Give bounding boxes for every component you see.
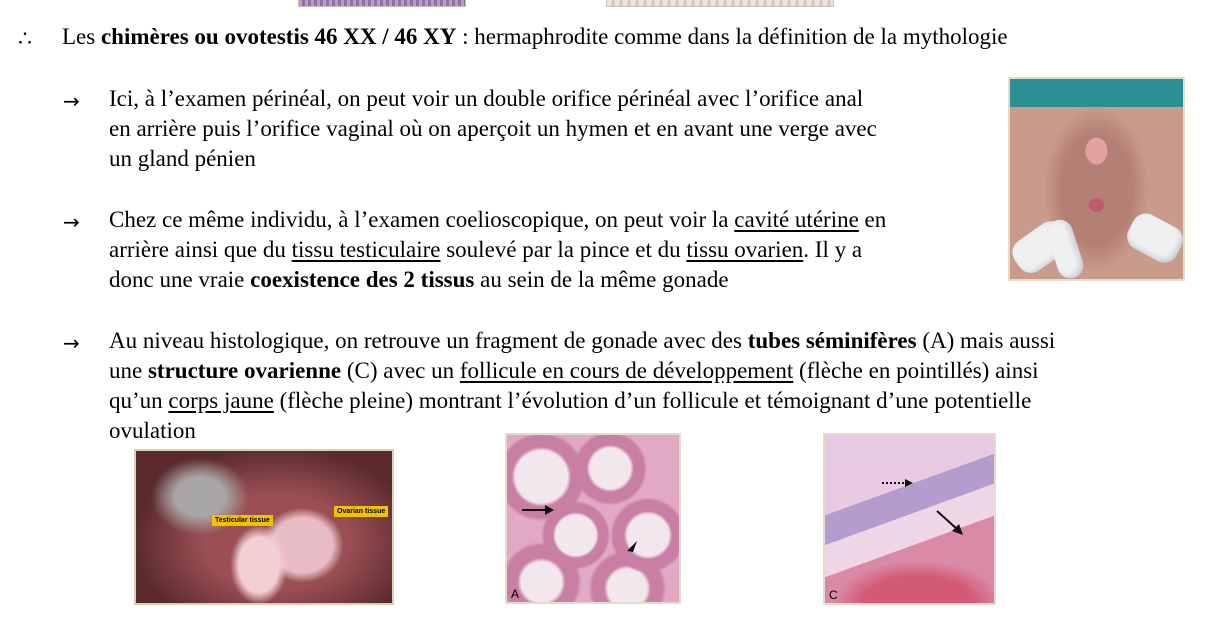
top-image-strip-left xyxy=(298,0,466,7)
arrowhead-icon xyxy=(625,539,639,553)
laparoscopy-photo xyxy=(134,449,394,605)
solid-arrow-icon xyxy=(935,509,965,537)
top-image-strip-right xyxy=(606,0,834,7)
panel-letter-a: A xyxy=(511,587,520,601)
panel-letter-c: C xyxy=(829,588,838,602)
histology-image-a xyxy=(505,433,681,604)
intro-line: Les chimères ou ovotestis 46 XX / 46 XY : hermaphrodite comme dans la définition de la mythologie xyxy=(62,24,1008,49)
dotted-arrow-icon xyxy=(881,477,915,489)
perineal-exam-photo xyxy=(1008,77,1185,281)
paragraph-perineal-exam: Ici, à l’examen périnéal, on peut voir un double orifice périnéal avec l’orifice anal en arrière puis l’orifice vaginal où on aperçoit un hymen et en avant une verge avec un gland pénien xyxy=(109,86,877,171)
arrow-bullet: → xyxy=(63,89,80,113)
ovarian-tissue-label: Ovarian tissue xyxy=(334,506,388,517)
glove-shape xyxy=(1122,209,1185,268)
solid-arrow-icon xyxy=(521,503,555,517)
arrow-bullet: → xyxy=(63,331,80,355)
arrow-bullet: → xyxy=(63,210,80,234)
therefore-bullet: ∴ xyxy=(18,26,32,51)
paragraph-histology: Au niveau histologique, on retrouve un fragment de gonade avec des tubes séminifères (A) mais aussi une structure ovarienne (C) avec un follicule en cours de développement (flèche en pointillés) ainsi qu’un corps jaune (flèche pleine) montrant l’évolution d’un follicule et témoignant d’une potentielle ovulation xyxy=(109,328,1056,443)
paragraph-coelioscopic-exam: Chez ce même individu, à l’examen coelioscopique, on peut voir la cavité utérine en arrière ainsi que du tissu testiculaire soulevé par la pince et du tissu ovarien. Il y a donc une vraie coexistence des 2 tissus au sein de la même gonade xyxy=(109,207,887,292)
histology-image-c xyxy=(823,433,996,605)
testicular-tissue-label: Testicular tissue xyxy=(212,515,273,526)
